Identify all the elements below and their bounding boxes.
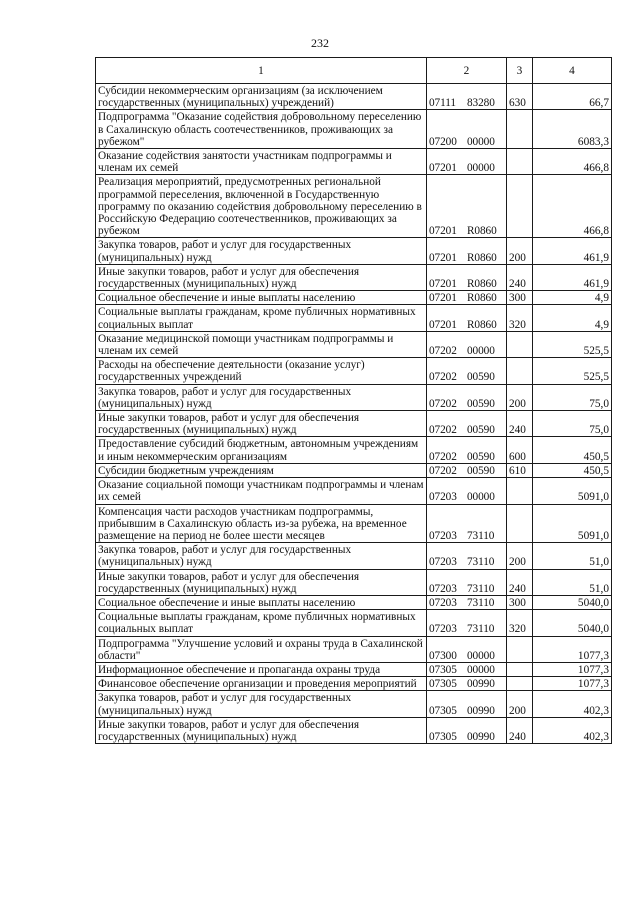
row-name: Иные закупки товаров, работ и услуг для обеспечения государственных (муниципальных) нужд [96, 569, 427, 595]
row-name: Закупка товаров, работ и услуг для государственных (муниципальных) нужд [96, 543, 427, 569]
row-sum: 466,8 [533, 175, 612, 238]
row-code [427, 504, 507, 543]
direction-code: 73110 [467, 556, 495, 569]
row-sum: 51,0 [533, 569, 612, 595]
row-name: Субсидии бюджетным учреждениям [96, 463, 427, 477]
table-row [96, 238, 612, 264]
expense-type: 630 [507, 84, 533, 110]
row-code [427, 411, 507, 437]
row-code [427, 84, 507, 110]
program-code: 07202 [429, 424, 457, 437]
direction-code: R0860 [467, 278, 497, 291]
program-code: 07203 [429, 556, 457, 569]
program-code: 07203 [429, 582, 457, 595]
expense-type: 300 [507, 291, 533, 305]
row-sum: 75,0 [533, 411, 612, 437]
row-sum: 5040,0 [533, 595, 612, 609]
row-name: Социальное обеспечение и иные выплаты населению [96, 595, 427, 609]
column-header: 1 [96, 58, 427, 84]
row-name: Закупка товаров, работ и услуг для государственных (муниципальных) нужд [96, 384, 427, 410]
direction-code: 00000 [467, 345, 495, 358]
expense-type [507, 662, 533, 676]
row-sum: 6083,3 [533, 110, 612, 149]
row-code [427, 331, 507, 357]
row-code [427, 358, 507, 384]
row-name: Реализация мероприятий, предусмотренных региональной программой переселения, включенной в Государственную программу по оказанию содействия добровольному переселению в Российскую Федерацию соотечественников, проживающих за рубежом [96, 175, 427, 238]
program-code: 07203 [429, 491, 457, 504]
program-code: 07202 [429, 450, 457, 463]
row-code [427, 264, 507, 290]
row-code [427, 384, 507, 410]
expense-type [507, 149, 533, 175]
row-code [427, 478, 507, 504]
row-code [427, 305, 507, 331]
table-row [96, 610, 612, 636]
expense-type [507, 331, 533, 357]
table-row [96, 437, 612, 463]
expense-type: 240 [507, 411, 533, 437]
program-code: 07201 [429, 251, 457, 264]
row-name: Социальные выплаты гражданам, кроме публичных нормативных социальных выплат [96, 305, 427, 331]
row-sum: 466,8 [533, 149, 612, 175]
row-sum: 4,9 [533, 291, 612, 305]
expense-type [507, 504, 533, 543]
direction-code: 83280 [467, 97, 495, 110]
program-code: 07305 [429, 663, 457, 676]
program-code: 07202 [429, 371, 457, 384]
row-code [427, 175, 507, 238]
row-code [427, 610, 507, 636]
row-name: Компенсация части расходов участникам подпрограммы, прибывшим в Сахалинскую область из-за рубежа, на временное размещение на период не более шести месяцев [96, 504, 427, 543]
direction-code: 00590 [467, 464, 495, 477]
row-sum: 5091,0 [533, 478, 612, 504]
row-name: Предоставление субсидий бюджетным, автономным учреждениям и иным некоммерческим организациям [96, 437, 427, 463]
expense-type: 320 [507, 610, 533, 636]
table-row [96, 84, 612, 110]
table-row [96, 543, 612, 569]
column-header: 2 [427, 58, 507, 84]
row-sum: 461,9 [533, 264, 612, 290]
table-row [96, 504, 612, 543]
expense-type: 200 [507, 543, 533, 569]
program-code: 07200 [429, 135, 457, 148]
direction-code: 00000 [467, 663, 495, 676]
direction-code: 00000 [467, 135, 495, 148]
row-code [427, 636, 507, 662]
table-row [96, 264, 612, 290]
expense-type: 200 [507, 238, 533, 264]
program-code: 07201 [429, 292, 457, 305]
row-code [427, 543, 507, 569]
table-row [96, 331, 612, 357]
direction-code: 00590 [467, 397, 495, 410]
row-name: Подпрограмма "Улучшение условий и охраны труда в Сахалинской области" [96, 636, 427, 662]
program-code: 07201 [429, 162, 457, 175]
expense-type [507, 636, 533, 662]
program-code: 07201 [429, 318, 457, 331]
table-body [96, 84, 612, 744]
direction-code: 00590 [467, 424, 495, 437]
expense-type [507, 175, 533, 238]
row-sum: 1077,3 [533, 636, 612, 662]
row-sum: 75,0 [533, 384, 612, 410]
table-row [96, 175, 612, 238]
row-sum: 1077,3 [533, 662, 612, 676]
table-row [96, 358, 612, 384]
program-code: 07202 [429, 397, 457, 410]
direction-code: R0860 [467, 251, 497, 264]
row-sum: 450,5 [533, 437, 612, 463]
table-row [96, 569, 612, 595]
row-sum: 5091,0 [533, 504, 612, 543]
row-sum: 525,5 [533, 331, 612, 357]
row-code [427, 677, 507, 691]
table-row [96, 478, 612, 504]
direction-code: 00000 [467, 162, 495, 175]
row-sum: 4,9 [533, 305, 612, 331]
row-sum: 1077,3 [533, 677, 612, 691]
row-code [427, 717, 507, 743]
expense-type: 200 [507, 384, 533, 410]
row-sum: 66,7 [533, 84, 612, 110]
table-row [96, 636, 612, 662]
direction-code: 73110 [467, 623, 495, 636]
page-number: 232 [311, 36, 329, 50]
direction-code: 73110 [467, 596, 495, 609]
direction-code: R0860 [467, 225, 497, 238]
program-code: 07203 [429, 623, 457, 636]
expense-type: 240 [507, 569, 533, 595]
row-name: Иные закупки товаров, работ и услуг для обеспечения государственных (муниципальных) нужд [96, 717, 427, 743]
direction-code: 00590 [467, 450, 495, 463]
table-row [96, 411, 612, 437]
row-code [427, 291, 507, 305]
table-row [96, 662, 612, 676]
row-code [427, 569, 507, 595]
row-code [427, 662, 507, 676]
row-name: Расходы на обеспечение деятельности (оказание услуг) государственных учреждений [96, 358, 427, 384]
row-code [427, 149, 507, 175]
table-row [96, 691, 612, 717]
row-code [427, 110, 507, 149]
expense-type: 600 [507, 437, 533, 463]
table-row [96, 291, 612, 305]
expense-type [507, 478, 533, 504]
row-name: Информационное обеспечение и пропаганда охраны труда [96, 662, 427, 676]
row-sum: 51,0 [533, 543, 612, 569]
program-code: 07300 [429, 649, 457, 662]
program-code: 07202 [429, 345, 457, 358]
column-header: 3 [507, 58, 533, 84]
expense-type: 610 [507, 463, 533, 477]
row-name: Закупка товаров, работ и услуг для государственных (муниципальных) нужд [96, 238, 427, 264]
direction-code: 00000 [467, 649, 495, 662]
row-code [427, 437, 507, 463]
budget-table [95, 57, 612, 744]
table-row [96, 717, 612, 743]
table-row [96, 384, 612, 410]
row-sum: 461,9 [533, 238, 612, 264]
row-code [427, 691, 507, 717]
row-name: Подпрограмма "Оказание содействия добровольному переселению в Сахалинскую область соотечественников, проживающих за рубежом" [96, 110, 427, 149]
direction-code: 00990 [467, 730, 495, 743]
row-name: Финансовое обеспечение организации и проведения мероприятий [96, 677, 427, 691]
direction-code: 73110 [467, 529, 495, 542]
expense-type: 240 [507, 717, 533, 743]
row-name: Оказание медицинской помощи участникам подпрограммы и членам их семей [96, 331, 427, 357]
expense-type: 240 [507, 264, 533, 290]
program-code: 07111 [429, 97, 456, 110]
expense-type: 320 [507, 305, 533, 331]
row-name: Иные закупки товаров, работ и услуг для обеспечения государственных (муниципальных) нужд [96, 264, 427, 290]
row-name: Оказание социальной помощи участникам подпрограммы и членам их семей [96, 478, 427, 504]
program-code: 07203 [429, 596, 457, 609]
direction-code: 00590 [467, 371, 495, 384]
expense-type [507, 358, 533, 384]
row-code [427, 463, 507, 477]
row-name: Социальные выплаты гражданам, кроме публичных нормативных социальных выплат [96, 610, 427, 636]
row-name: Субсидии некоммерческим организациям (за исключением государственных (муниципальных) учреждений) [96, 84, 427, 110]
direction-code: 00990 [467, 678, 495, 691]
row-code [427, 595, 507, 609]
program-code: 07305 [429, 678, 457, 691]
program-code: 07201 [429, 278, 457, 291]
expense-type: 300 [507, 595, 533, 609]
table-row [96, 463, 612, 477]
row-name: Социальное обеспечение и иные выплаты населению [96, 291, 427, 305]
column-header: 4 [533, 58, 612, 84]
row-name: Иные закупки товаров, работ и услуг для обеспечения государственных (муниципальных) нужд [96, 411, 427, 437]
row-name: Оказание содействия занятости участникам подпрограммы и членам их семей [96, 149, 427, 175]
expense-type [507, 677, 533, 691]
row-sum: 450,5 [533, 463, 612, 477]
header-row [96, 58, 612, 84]
table-row [96, 305, 612, 331]
direction-code: R0860 [467, 292, 497, 305]
program-code: 07305 [429, 704, 457, 717]
expense-type: 200 [507, 691, 533, 717]
direction-code: 00000 [467, 491, 495, 504]
program-code: 07202 [429, 464, 457, 477]
row-sum: 525,5 [533, 358, 612, 384]
table-row [96, 110, 612, 149]
row-sum: 402,3 [533, 691, 612, 717]
row-name: Закупка товаров, работ и услуг для государственных (муниципальных) нужд [96, 691, 427, 717]
row-code [427, 238, 507, 264]
table-row [96, 677, 612, 691]
program-code: 07201 [429, 225, 457, 238]
row-sum: 402,3 [533, 717, 612, 743]
direction-code: R0860 [467, 318, 497, 331]
expense-type [507, 110, 533, 149]
direction-code: 00990 [467, 704, 495, 717]
direction-code: 73110 [467, 582, 495, 595]
program-code: 07305 [429, 730, 457, 743]
row-sum: 5040,0 [533, 610, 612, 636]
program-code: 07203 [429, 529, 457, 542]
table-row [96, 595, 612, 609]
table-row [96, 149, 612, 175]
